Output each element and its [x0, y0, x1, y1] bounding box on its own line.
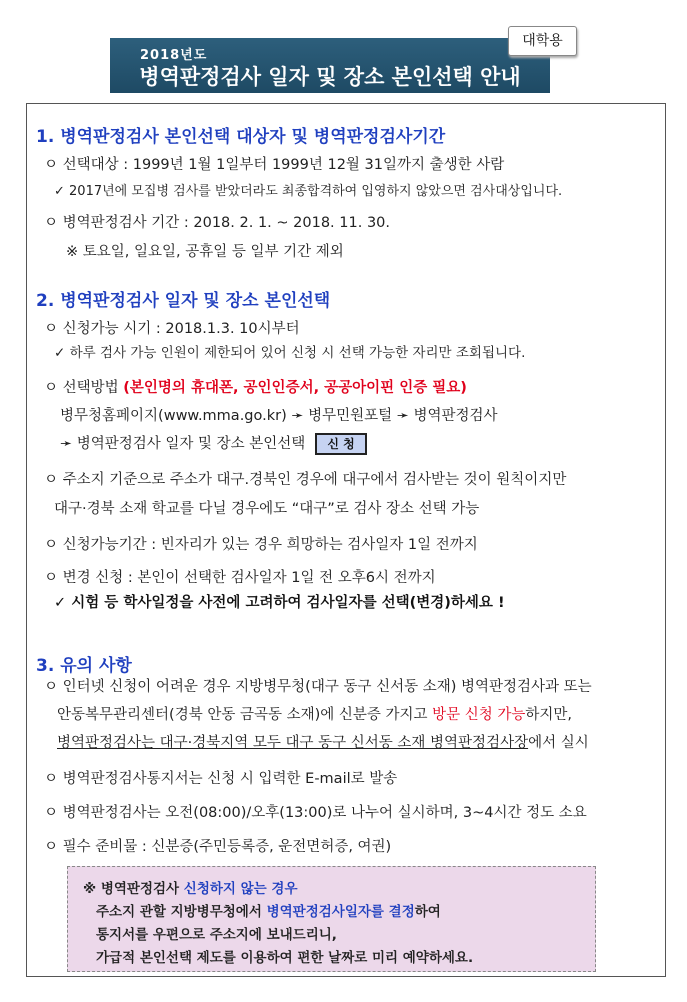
- section2-region2: 대구·경북 소재 학교를 다닐 경우에도 “대구”로 검사 장소 선택 가능: [54, 501, 480, 517]
- path-final: ➛ 병역판정검사 일자 및 장소 본인선택: [60, 436, 306, 452]
- note-l2-end: 하여: [414, 904, 441, 920]
- section2-region: ㅇ 주소지 기준으로 주소가 대구.경북인 경우에 대구에서 검사받는 것이 원칙이지만: [44, 472, 567, 488]
- section2-check2: ✓ 시험 등 학사일정을 사전에 고려하여 검사일자를 선택(변경)하세요 !: [54, 595, 505, 611]
- visit-apply: 방문 신청 가능: [432, 707, 526, 723]
- section1-check: ✓ 2017년에 모집병 검사를 받았더라도 최종합격하여 입영하지 않았으면 검사대상입니다.: [54, 184, 563, 199]
- section2-apply-period: ㅇ 신청가능기간 : 빈자리가 있는 경우 희망하는 검사일자 1일 전까지: [44, 537, 478, 553]
- apply-button[interactable]: 신 청: [315, 433, 366, 455]
- section2-path: 병무청홈페이지(www.mma.go.kr) ➛ 병무민원포털 ➛ 병역판정검사: [60, 408, 498, 424]
- section2-check: ✓ 하루 검사 가능 인원이 제한되어 있어 신청 시 선택 가능한 자리만 조회됩니다.: [54, 345, 526, 361]
- section3-l1: ㅇ 인터넷 신청이 어려운 경우 지방병무청(대구 동구 신서동 소재) 병역판정검사과 또는: [44, 679, 592, 695]
- note-line2: [96, 900, 441, 920]
- section1-title: 1. 병역판정검사 본인선택 대상자 및 병역판정검사기간: [36, 127, 446, 147]
- section3-l6: ㅇ 필수 준비물 : 신분증(주민등록증, 운전면허증, 여권): [44, 839, 392, 855]
- note-box: [67, 866, 596, 972]
- section3-l2-text: 안동복무관리센터(경북 안동 금곡동 소재)에 신분증 가지고: [57, 707, 433, 723]
- section2-change: ㅇ 변경 신청 : 본인이 선택한 검사일자 1일 전 오후6시 전까지: [44, 570, 436, 586]
- section1-target: ㅇ 선택대상 : 1999년 1월 1일부터 1999년 12월 31일까지 출생한 사람: [44, 157, 505, 173]
- section3-l2-end: 하지만,: [525, 707, 573, 723]
- note-line3: 통지서를 우편으로 주소지에 보내드리니,: [96, 927, 337, 943]
- section1-exception: ※ 토요일, 일요일, 공휴일 등 일부 기간 제외: [66, 244, 344, 260]
- note-l1-prefix: ※ 병역판정검사: [83, 881, 184, 897]
- note-line4: 가급적 본인선택 제도를 이용하여 편한 날짜로 미리 예약하세요.: [96, 950, 474, 966]
- page-title: 병역판정검사 일자 및 장소 본인선택 안내: [139, 65, 521, 89]
- method-label: ㅇ 선택방법: [44, 380, 124, 396]
- section1-period: ㅇ 병역판정검사 기간 : 2018. 2. 1. ~ 2018. 11. 30.: [44, 215, 390, 231]
- year-label: 2018년도: [140, 48, 208, 63]
- section2-title: 2. 병역판정검사 일자 및 장소 본인선택: [36, 291, 331, 311]
- section3-l4: ㅇ 병역판정검사통지서는 신청 시 입력한 E-mail로 발송: [44, 771, 398, 787]
- note-l2-prefix: 주소지 관할 지방병무청에서: [96, 904, 267, 920]
- section3-title: 3. 유의 사항: [36, 656, 132, 676]
- section3-l5: ㅇ 병역판정검사는 오전(08:00)/오후(13:00)로 나누어 실시하며, 3~4시간 정도 소요: [44, 805, 587, 821]
- section3-l3-end: 에서 실시: [528, 735, 589, 751]
- section3-l3: [57, 731, 589, 752]
- section2-start: ㅇ 신청가능 시기 : 2018.1.3. 10시부터: [44, 321, 300, 337]
- audience-tag: 대학용: [508, 26, 577, 56]
- section2-method: [44, 376, 467, 397]
- note-l1-highlight: 신청하지 않는 경우: [183, 881, 298, 897]
- exam-location: 병역판정검사는 대구·경북지역 모두 대구 동구 신서동 소재 병역판정검사장: [57, 735, 529, 751]
- note-l2-highlight: 병역판정검사일자를 결정: [266, 904, 415, 920]
- note-line1: [83, 877, 298, 897]
- section2-path2: [60, 432, 367, 455]
- section3-l2: [57, 703, 572, 724]
- method-requirement: (본인명의 휴대폰, 공인인증서, 공공아이핀 인증 필요): [123, 380, 467, 396]
- title-banner: [110, 38, 550, 93]
